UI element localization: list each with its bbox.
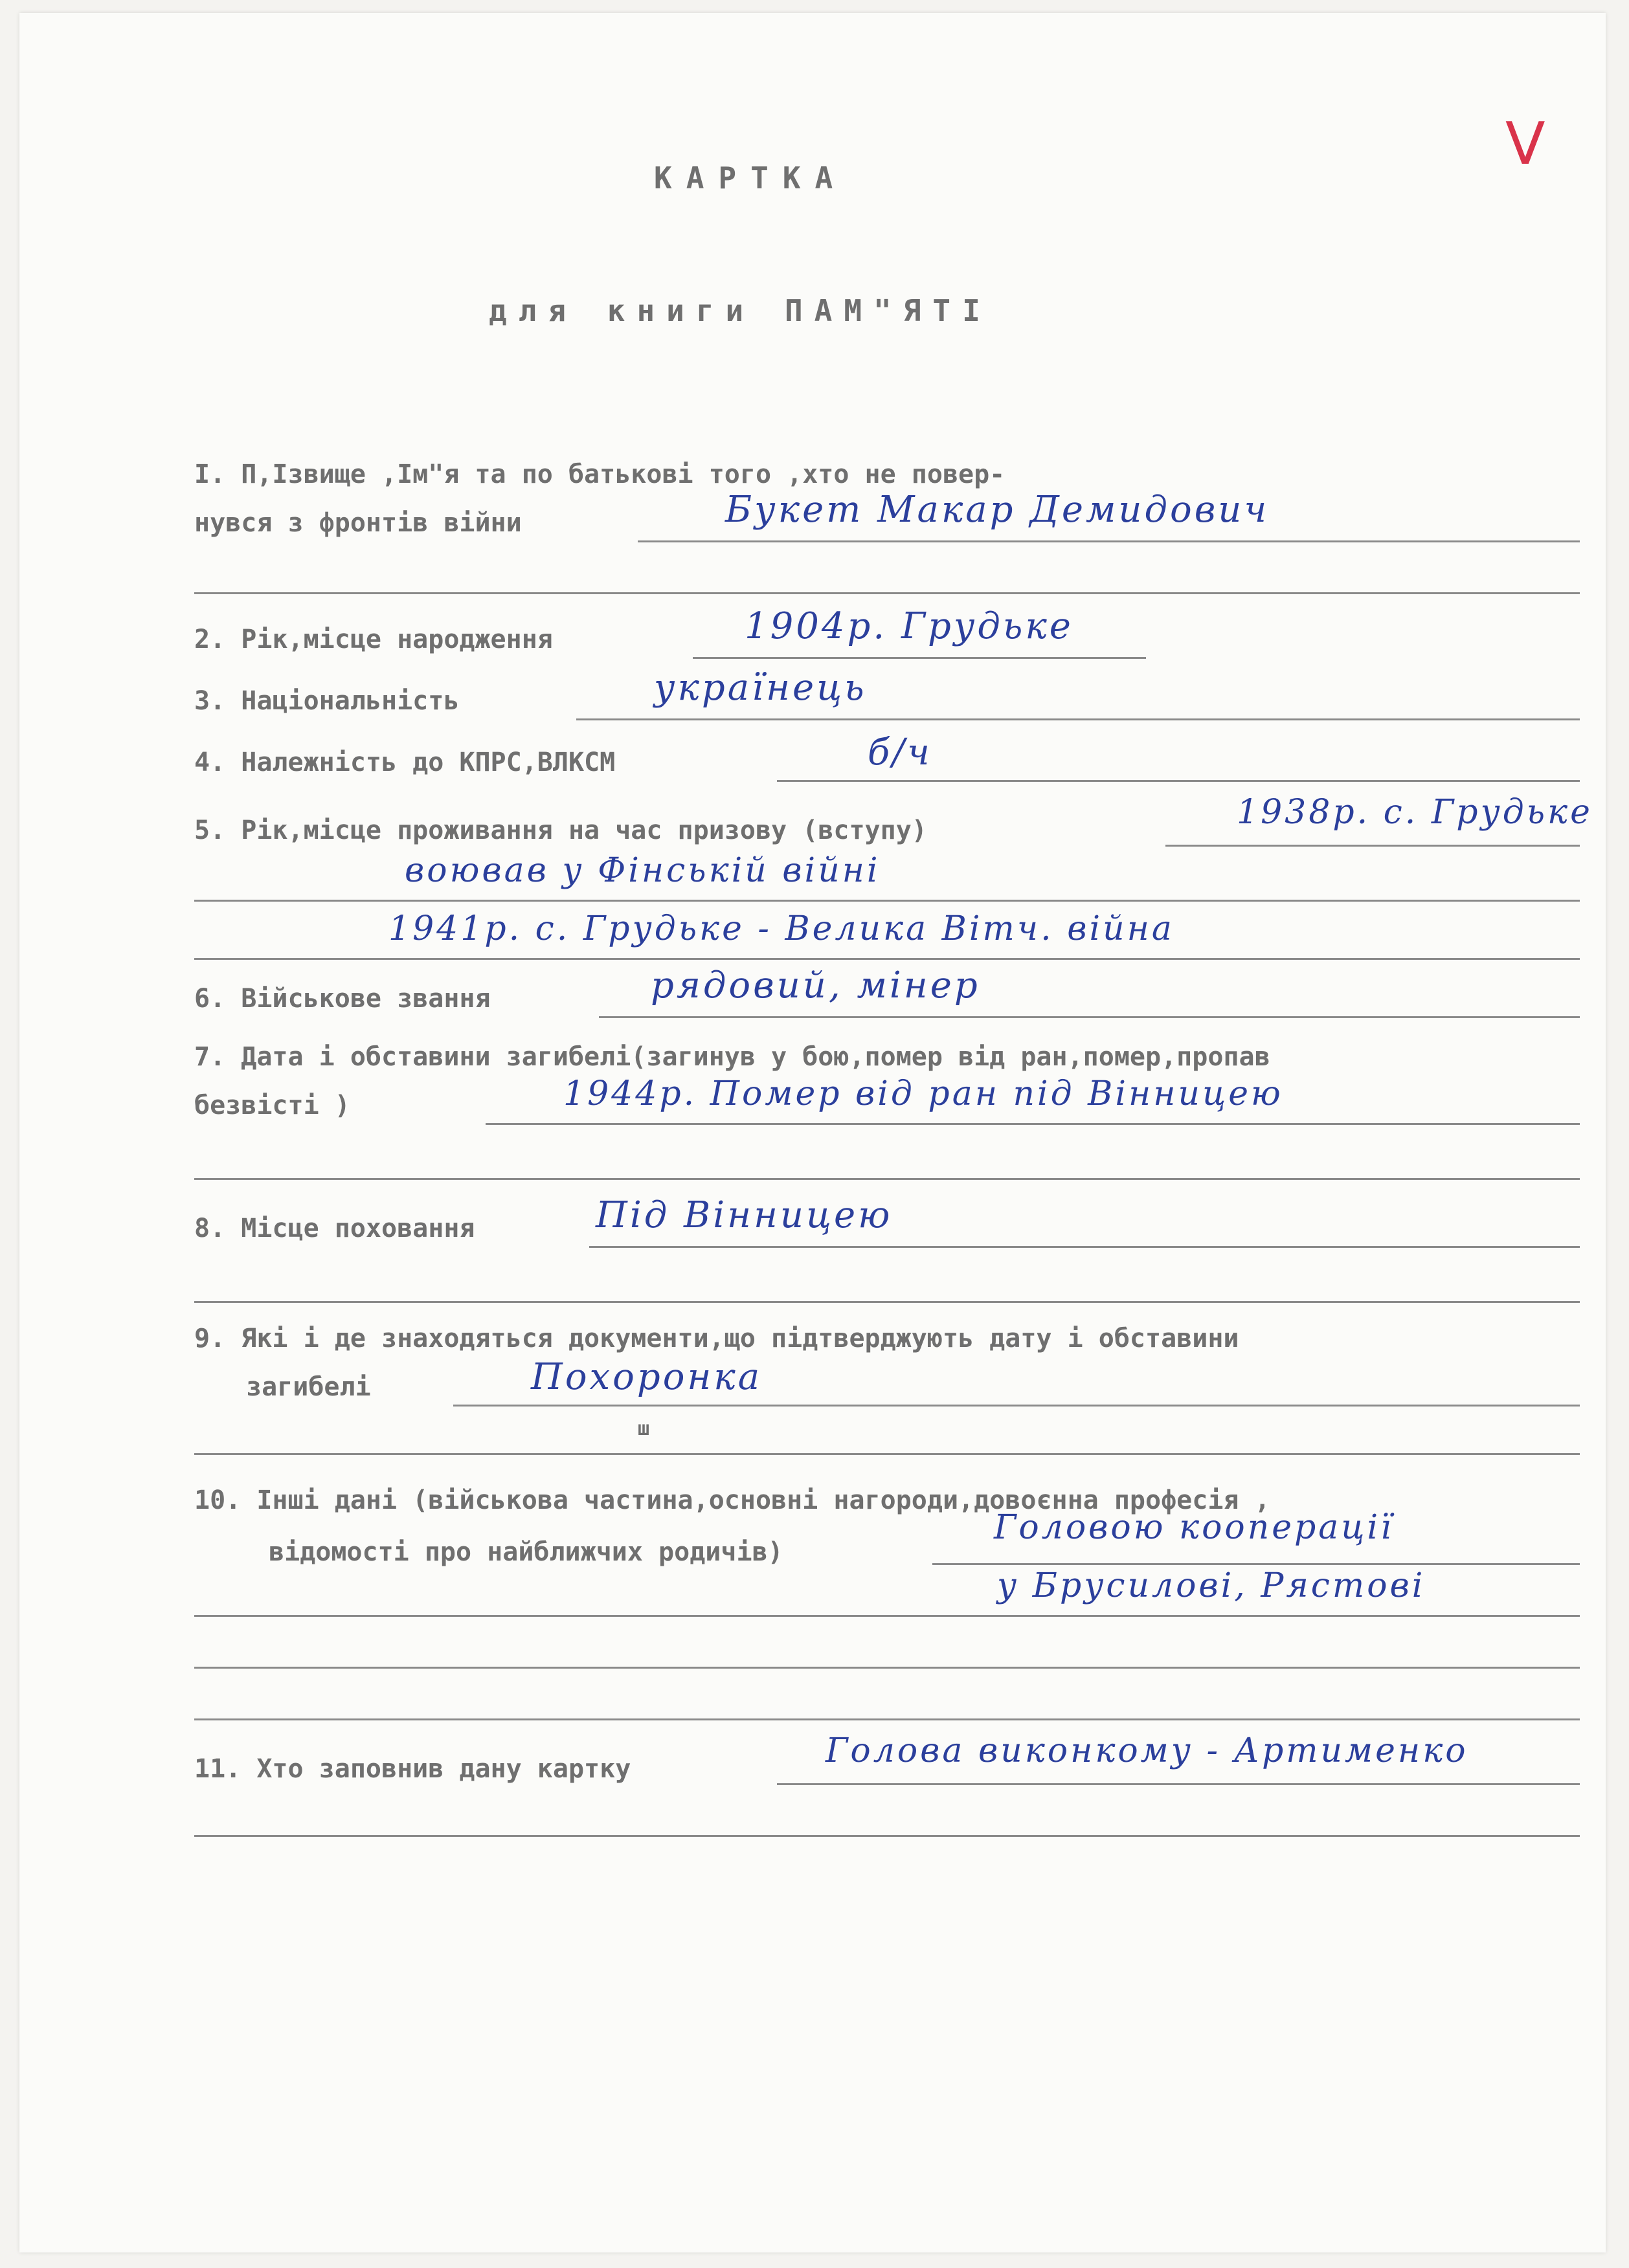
field-9-line-2 — [194, 1453, 1580, 1455]
field-7-line — [486, 1123, 1580, 1125]
field-11-value[interactable]: Голова виконкому - Артименко — [826, 1731, 1468, 1770]
field-9-label-line2: загибелі — [246, 1372, 371, 1402]
field-10-value-1[interactable]: Головою кооперації — [994, 1508, 1394, 1547]
field-4-value[interactable]: б/ч — [868, 731, 932, 773]
field-7-label-line1: 7. Дата і обставини загибелі(загинув у бою,помер від ран,помер,пропав — [194, 1042, 1270, 1072]
field-4-label: 4. Належність до КПРС,ВЛКСМ — [194, 748, 616, 777]
field-2-value[interactable]: 1904р. Грудьке — [745, 605, 1073, 647]
field-11-line-2 — [194, 1835, 1580, 1837]
field-7-line-2 — [194, 1178, 1580, 1180]
field-1-label-line1: І. П,Ізвище ,Ім"я та по батькові того ,хто не повер- — [194, 460, 1005, 489]
field-2-line — [693, 657, 1146, 659]
memory-card-page — [19, 13, 1606, 2252]
field-6-value[interactable]: рядовий, мінер — [651, 964, 980, 1006]
field-9-value[interactable]: Похоронка — [531, 1356, 763, 1398]
card-title: КАРТКА — [654, 161, 848, 195]
field-5-label: 5. Рік,місце проживання на час призову (вступу) — [194, 816, 927, 845]
field-3-value[interactable]: українець — [654, 667, 867, 709]
field-2-label: 2. Рік,місце народження — [194, 625, 553, 654]
field-4-line — [777, 780, 1580, 782]
field-8-line-2 — [194, 1301, 1580, 1303]
field-11-line — [777, 1783, 1580, 1785]
field-3-line — [576, 718, 1580, 720]
field-10-line-4 — [194, 1718, 1580, 1720]
field-11-label: 11. Хто заповнив дану картку — [194, 1754, 631, 1784]
field-8-value[interactable]: Під Вінницею — [596, 1194, 893, 1236]
field-1-line-2 — [194, 592, 1580, 594]
field-10-label-line2: відомості про найближчих родичів) — [269, 1537, 783, 1567]
field-6-line — [599, 1016, 1580, 1018]
field-8-line — [589, 1246, 1580, 1248]
field-5-line-2 — [194, 900, 1580, 902]
field-10-line-1 — [932, 1563, 1580, 1565]
field-7-value[interactable]: 1944р. Помер від ран під Вінницею — [563, 1074, 1283, 1113]
field-6-label: 6. Військове звання — [194, 984, 491, 1014]
field-10-line-3 — [194, 1667, 1580, 1669]
field-8-label: 8. Місце поховання — [194, 1214, 475, 1243]
field-5-value-2[interactable]: воював у Фінській війні — [405, 851, 881, 890]
check-mark: V — [1505, 110, 1545, 178]
field-10-value-2[interactable]: у Брусилові, Рястові — [997, 1566, 1426, 1605]
field-10-label-line1: 10. Інші дані (військова частина,основні нагороди,довоєнна професія , — [194, 1485, 1270, 1515]
field-5-line-3 — [194, 958, 1580, 960]
field-1-label-line2: нувся з фронтів війни — [194, 508, 522, 538]
field-9-mark: ш — [638, 1418, 650, 1440]
field-3-label: 3. Національність — [194, 686, 460, 716]
field-5-value-1[interactable]: 1938р. с. Грудьке — [1237, 793, 1593, 832]
field-9-line — [453, 1405, 1580, 1406]
field-5-value-3[interactable]: 1941р. с. Грудьке - Велика Вітч. війна — [388, 909, 1174, 948]
field-5-line-1 — [1165, 845, 1580, 847]
field-1-line — [638, 540, 1580, 542]
field-7-label-line2: безвісті ) — [194, 1091, 350, 1120]
field-9-label-line1: 9. Які і де знаходяться документи,що підтверджують дату і обставини — [194, 1324, 1239, 1353]
field-1-value[interactable]: Букет Макар Демидович — [725, 489, 1270, 531]
card-subtitle: для книги ПАМ"ЯТІ — [489, 293, 992, 328]
field-10-line-2 — [194, 1615, 1580, 1617]
